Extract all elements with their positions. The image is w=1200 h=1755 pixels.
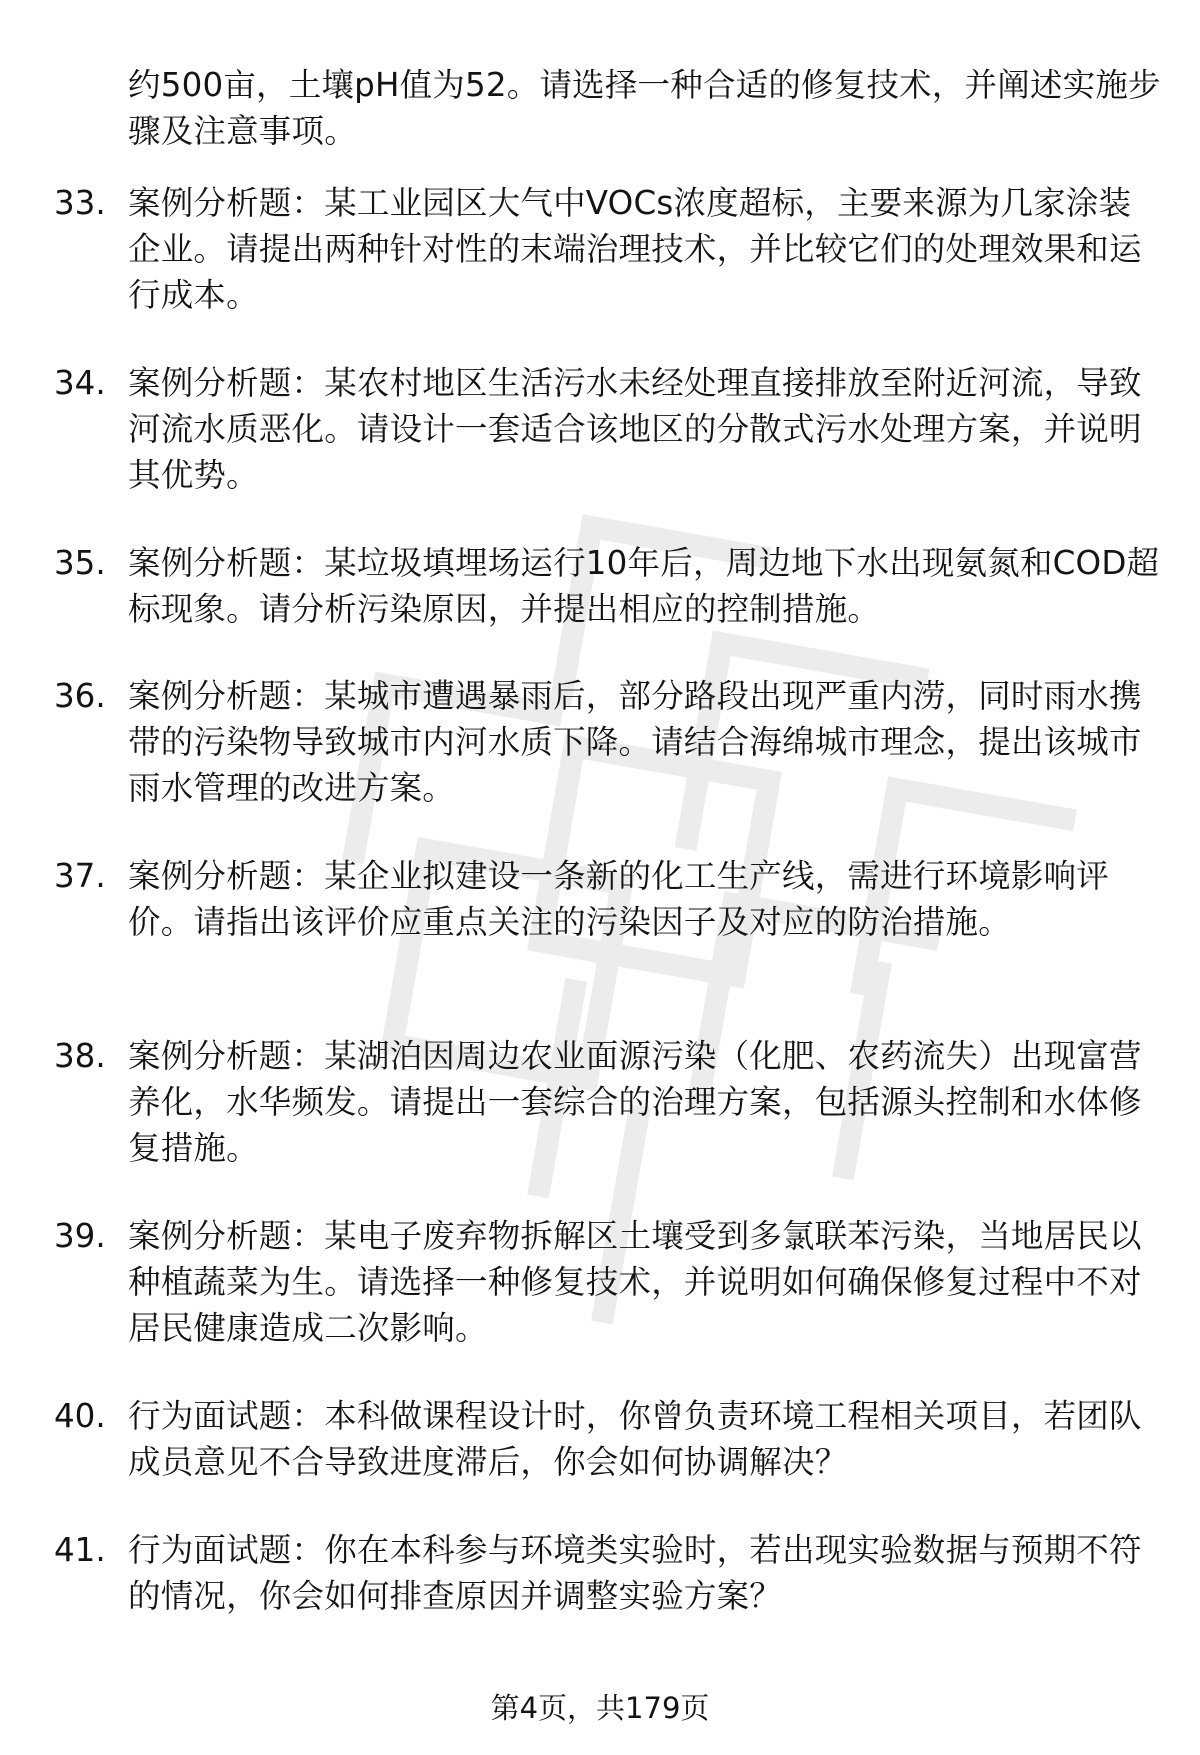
question-number: 38. [54,1037,106,1075]
question-text: 行为面试题：本科做课程设计时，你曾负责环境工程相关项目，若团队成员意见不合导致进度滞后，你会如何协调解决？ [128,1397,1142,1481]
question-text: 案例分析题：某城市遭遇暴雨后，部分路段出现严重内涝，同时雨水携带的污染物导致城市内河水质下降。请结合海绵城市理念，提出该城市雨水管理的改进方案。 [128,677,1142,807]
page-number-label: 第4页，共179页 [490,1691,710,1725]
question-number: 36. [54,677,106,715]
question-text: 案例分析题：某工业园区大气中VOCs浓度超标，主要来源为几家涂装企业。请提出两种针对性的末端治理技术，并比较它们的处理效果和运行成本。 [128,184,1142,314]
question-number: 41. [54,1531,106,1569]
question-number: 33. [54,184,106,222]
question-text: 案例分析题：某湖泊因周边农业面源污染（化肥、农药流失）出现富营养化，水华频发。请提出一套综合的治理方案，包括源头控制和水体修复措施。 [128,1037,1142,1167]
previous-question-continuation: 约500亩，土壤pH值为52。请选择一种合适的修复技术，并阐述实施步骤及注意事项。 [128,66,1161,150]
question-number: 40. [54,1397,106,1435]
question-text: 案例分析题：某垃圾填埋场运行10年后，周边地下水出现氨氮和COD超标现象。请分析污染原因，并提出相应的控制措施。 [128,544,1160,628]
question-number: 34. [54,364,106,402]
question-text: 案例分析题：某农村地区生活污水未经处理直接排放至附近河流，导致河流水质恶化。请设计一套适合该地区的分散式污水处理方案，并说明其优势。 [128,364,1142,494]
page-footer [0,1688,1200,1728]
question-number: 37. [54,857,106,895]
question-text: 行为面试题：你在本科参与环境类实验时，若出现实验数据与预期不符的情况，你会如何排查原因并调整实验方案？ [128,1531,1142,1615]
question-number: 35. [54,544,106,582]
question-text: 案例分析题：某企业拟建设一条新的化工生产线，需进行环境影响评价。请指出该评价应重点关注的污染因子及对应的防治措施。 [128,857,1110,941]
question-number: 39. [54,1217,106,1255]
question-text: 案例分析题：某电子废弃物拆解区土壤受到多氯联苯污染，当地居民以种植蔬菜为生。请选择一种修复技术，并说明如何确保修复过程中不对居民健康造成二次影响。 [128,1217,1142,1347]
